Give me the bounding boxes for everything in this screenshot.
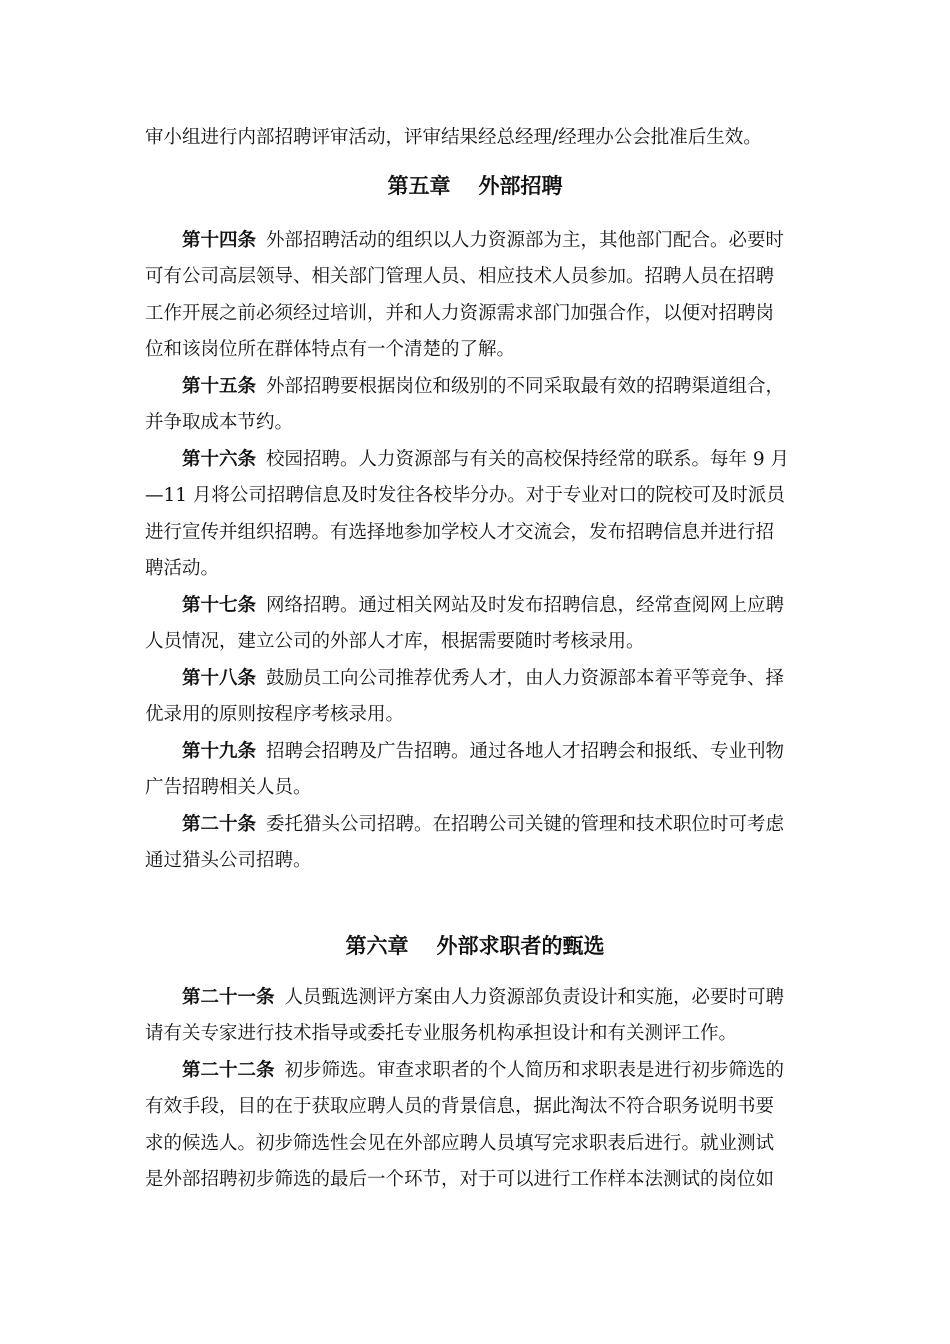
- paragraph-line: 审小组进行内部招聘评审活动，评审结果经总经理/经理办公会批准后生效。: [145, 127, 762, 148]
- article-18: [182, 667, 811, 691]
- paragraph-line: 进行宣传并组织招聘。有选择地参加学校人才交流会，发布招聘信息并进行招: [145, 522, 775, 543]
- chapter-5-heading: [0, 172, 950, 200]
- article-14: [182, 229, 811, 253]
- paragraph-line: 聘活动。: [145, 558, 220, 579]
- article-19: [182, 740, 811, 764]
- article-text: 校园招聘。人力资源部与有关的高校保持经常的联系。每年 9 月: [266, 449, 790, 470]
- article-label: 第十五条: [182, 376, 257, 397]
- article-label: 第十八条: [182, 668, 257, 689]
- chapter-number: 第六章: [345, 933, 409, 958]
- article-16: [182, 448, 811, 472]
- paragraph-line: 求的候选人。初步筛选性会见在外部应聘人员填写完求职表后进行。就业测试: [145, 1133, 775, 1154]
- paragraph-line: 可有公司高层领导、相关部门管理人员、相应技术人员参加。招聘人员在招聘: [145, 266, 775, 287]
- article-label: 第十七条: [182, 595, 257, 616]
- chapter-6-heading: [0, 932, 950, 960]
- article-label: 第二十二条: [182, 1060, 275, 1081]
- paragraph-line: 人员情况，建立公司的外部人才库，根据需要随时考核录用。: [145, 631, 645, 652]
- paragraph-line: 是外部招聘初步筛选的最后一个环节，对于可以进行工作样本法测试的岗位如: [145, 1169, 775, 1190]
- article-label: 第十九条: [182, 741, 257, 762]
- paragraph-line: 广告招聘相关人员。: [145, 777, 312, 798]
- article-text: 鼓励员工向公司推荐优秀人才，由人力资源部本着平等竞争、择: [266, 668, 785, 689]
- article-text: 外部招聘活动的组织以人力资源部为主，其他部门配合。必要时: [266, 230, 785, 251]
- chapter-title: 外部招聘: [478, 173, 563, 198]
- article-text: 人员甄选测评方案由人力资源部负责设计和实施，必要时可聘: [284, 987, 785, 1008]
- article-label: 第十四条: [182, 230, 257, 251]
- article-22: [182, 1059, 811, 1083]
- chapter-number: 第五章: [387, 173, 451, 198]
- article-label: 第二十一条: [182, 987, 275, 1008]
- article-20: [182, 813, 811, 837]
- paragraph-line: 工作开展之前必须经过培训，并和人力资源需求部门加强合作，以便对招聘岗: [145, 303, 775, 324]
- paragraph-line: 优录用的原则按程序考核录用。: [145, 704, 405, 725]
- chapter-title: 外部求职者的甄选: [436, 933, 605, 958]
- paragraph-line: 并争取成本节约。: [145, 412, 294, 433]
- article-21: [182, 986, 811, 1010]
- article-15: [182, 375, 811, 399]
- paragraph-line: 请有关专家进行技术指导或委托专业服务机构承担设计和有关测评工作。: [145, 1023, 738, 1044]
- paragraph-line: 位和该岗位所在群体特点有一个清楚的了解。: [145, 339, 516, 360]
- article-17: [182, 594, 811, 618]
- article-text: 网络招聘。通过相关网站及时发布招聘信息，经常查阅网上应聘: [266, 595, 785, 616]
- article-label: 第二十条: [182, 814, 257, 835]
- paragraph-line: 有效手段，目的在于获取应聘人员的背景信息，据此淘汰不符合职务说明书要: [145, 1096, 775, 1117]
- article-text: 外部招聘要根据岗位和级别的不同采取最有效的招聘渠道组合，: [266, 376, 785, 397]
- article-label: 第十六条: [182, 449, 257, 470]
- article-text: 招聘会招聘及广告招聘。通过各地人才招聘会和报纸、专业刊物: [266, 741, 785, 762]
- paragraph-line: 通过猎头公司招聘。: [145, 850, 312, 871]
- paragraph-line: —11 月将公司招聘信息及时发往各校毕分办。对于专业对口的院校可及时派员: [145, 485, 785, 506]
- article-text: 初步筛选。审查求职者的个人简历和求职表是进行初步筛选的: [284, 1060, 785, 1081]
- article-text: 委托猎头公司招聘。在招聘公司关键的管理和技术职位时可考虑: [266, 814, 785, 835]
